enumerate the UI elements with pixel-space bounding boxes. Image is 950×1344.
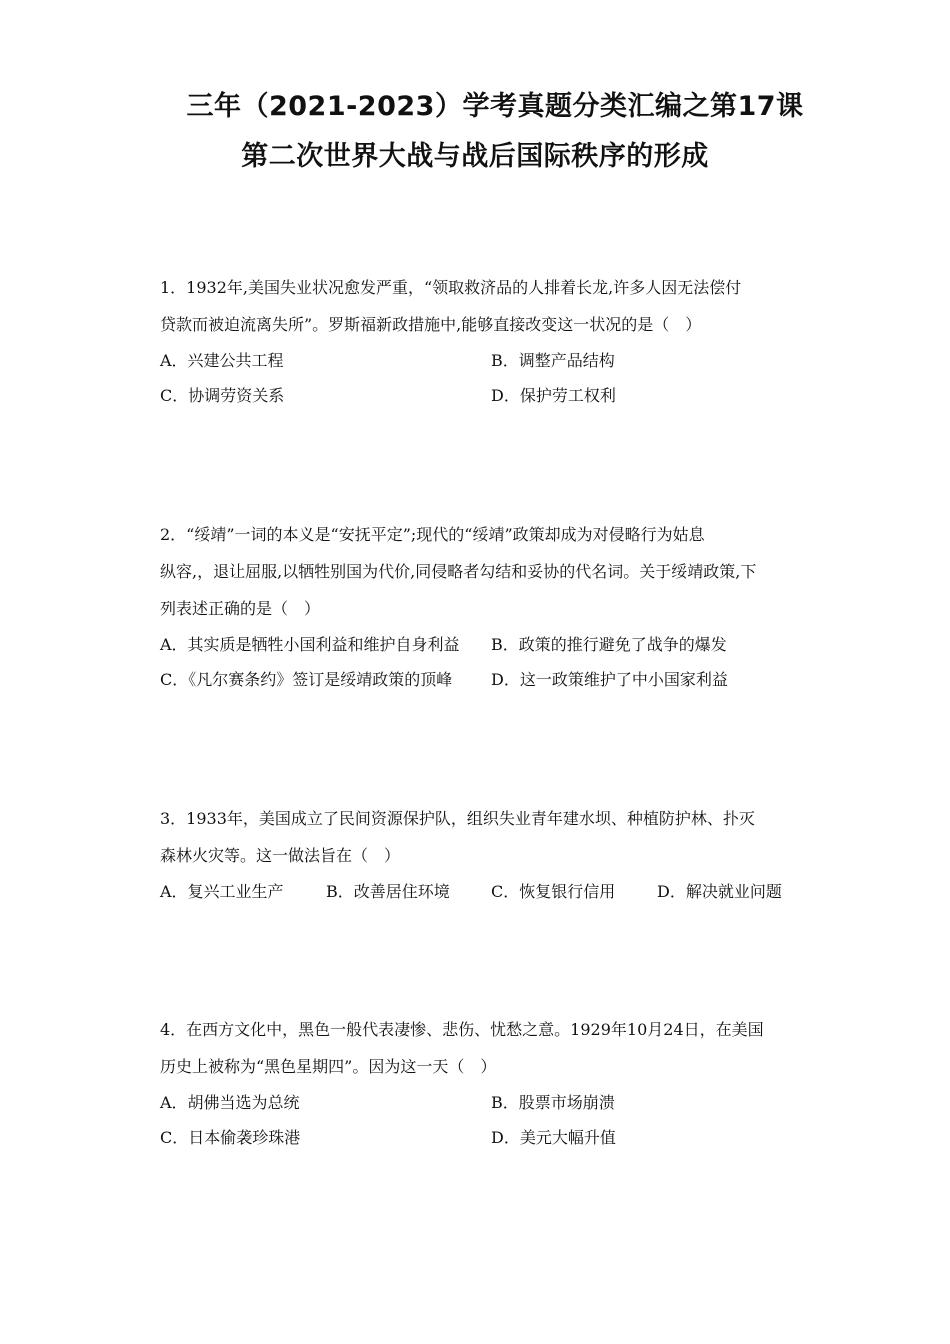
question-2-option-c[interactable]: C．《凡尔赛条约》签订是绥靖政策的顶峰 (160, 670, 453, 689)
question-2-options-row (160, 627, 790, 662)
question-2-option-d[interactable]: D．这一政策维护了中小国家利益 (491, 670, 728, 689)
question-2-option-b[interactable]: B．政策的推行避免了战争的爆发 (491, 635, 727, 654)
question-3-stem-line: 森林火灾等。这一做法旨在（ ） (160, 846, 401, 865)
question-4-options-row (160, 1085, 790, 1120)
question-1-options-row (160, 378, 790, 413)
question-3-option-b[interactable]: B．改善居住环境 (326, 882, 450, 901)
question-3-option-c[interactable]: C．恢复银行信用 (491, 882, 616, 901)
question-3-option-d[interactable]: D．解决就业问题 (657, 882, 782, 901)
document-title-line-1: 三年（2021-2023）学考真题分类汇编之第17课 (186, 91, 804, 122)
question-3-stem-line: 3．1933年，美国成立了民间资源保护队，组织失业青年建水坝、种植防护林、扑灭 (160, 809, 755, 828)
question-2-options-row (160, 662, 790, 697)
question-1-stem-line: 贷款而被迫流离失所”。罗斯福新政措施中,能够直接改变这一状况的是（ ） (160, 315, 702, 334)
question-1 (160, 269, 790, 413)
question-4-stem-line: 4．在西方文化中，黑色一般代表凄惨、悲伤、忧愁之意。1929年10月24日，在美国 (160, 1020, 764, 1039)
question-3-option-a[interactable]: A．复兴工业生产 (160, 882, 284, 901)
question-2-stem-line: 2．“绥靖”一词的本义是“安抚平定”;现代的“绥靖”政策却成为对侵略行为姑息 (160, 525, 705, 544)
question-1-option-a[interactable]: A．兴建公共工程 (160, 351, 284, 370)
question-1-options-row (160, 343, 790, 378)
question-2-option-a[interactable]: A．其实质是牺牲小国利益和维护自身利益 (160, 635, 460, 654)
question-1-stem-line: 1．1932年,美国失业状况愈发严重，“领取救济品的人排着长龙,许多人因无法偿付 (160, 278, 742, 297)
question-1-option-b[interactable]: B．调整产品结构 (491, 351, 615, 370)
question-3 (160, 800, 790, 909)
question-2-stem-line: 列表述正确的是（ ） (160, 599, 321, 618)
question-2 (160, 516, 790, 697)
question-4-options-row (160, 1120, 790, 1155)
question-2-stem-line: 纵容,，退让屈服,以牺牲别国为代价,同侵略者勾结和妥协的代名词。关于绥靖政策,下 (160, 562, 757, 581)
document-title-line-2: 第二次世界大战与战后国际秩序的形成 (241, 141, 709, 172)
question-1-option-d[interactable]: D．保护劳工权利 (491, 386, 616, 405)
question-4-option-b[interactable]: B．股票市场崩溃 (491, 1093, 615, 1112)
question-4 (160, 1011, 790, 1155)
question-4-option-a[interactable]: A．胡佛当选为总统 (160, 1093, 300, 1112)
question-4-option-c[interactable]: C．日本偷袭珍珠港 (160, 1128, 301, 1147)
question-3-options-row (160, 874, 790, 909)
question-4-option-d[interactable]: D．美元大幅升值 (491, 1128, 616, 1147)
question-4-stem-line: 历史上被称为“黑色星期四”。因为这一天（ ） (160, 1057, 497, 1076)
question-1-option-c[interactable]: C．协调劳资关系 (160, 386, 285, 405)
